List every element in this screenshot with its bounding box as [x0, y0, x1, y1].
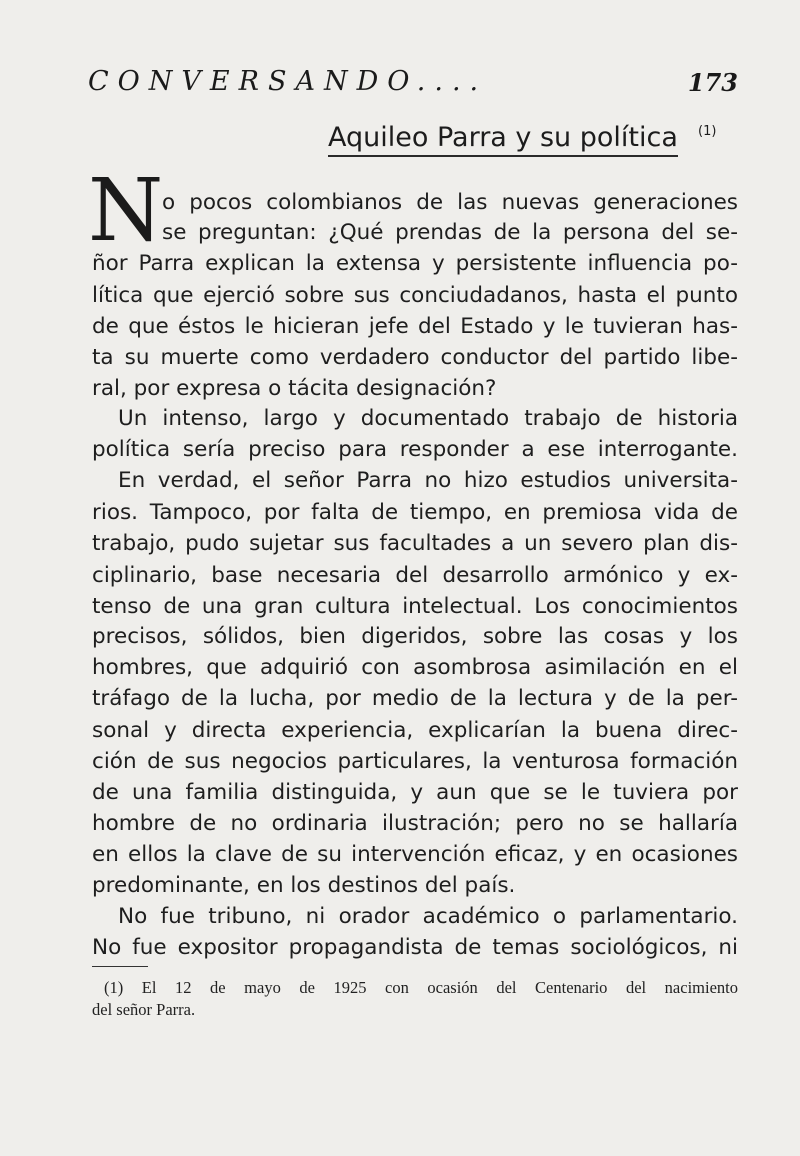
chapter-title: Aquileo Parra y su política [328, 122, 678, 157]
text-line: lítica que ejerció sobre sus conciudadanos, hasta el punto [92, 283, 738, 308]
running-head [88, 66, 738, 102]
text-line: No fue expositor propagandista de temas sociológicos, ni [92, 935, 738, 960]
footnote-line: (1) El 12 de mayo de 1925 con ocasión del Centenario del nacimiento [104, 978, 738, 997]
footnote-reference: (1) [698, 124, 717, 139]
text-line: precisos, sólidos, bien digeridos, sobre las cosas y los [92, 624, 738, 649]
text-line: predominante, en los destinos del país. [92, 873, 516, 898]
text-line: ñor Parra explican la extensa y persistente influencia po- [92, 251, 738, 276]
text-line: de una familia distinguida, y aun que se le tuviera por [92, 780, 738, 805]
text-line: de que éstos le hicieran jefe del Estado y le tuvieran has- [92, 314, 738, 339]
page-number: 173 [687, 68, 738, 97]
text-line: en ellos la clave de su intervención eficaz, y en ocasiones [92, 842, 738, 867]
text-line: No fue tribuno, ni orador académico o parlamentario. [118, 904, 738, 929]
footnote-line: del señor Parra. [92, 1000, 196, 1019]
text-line: se preguntan: ¿Qué prendas de la persona del se- [162, 220, 738, 245]
text-line: hombre de no ordinaria ilustración; pero no se hallaría [92, 811, 738, 836]
text-line: o pocos colombianos de las nuevas generaciones [162, 190, 738, 215]
text-line: ta su muerte como verdadero conductor del partido libe- [92, 345, 738, 370]
text-line: Un intenso, largo y documentado trabajo de historia [118, 406, 738, 431]
text-line: tráfago de la lucha, por medio de la lectura y de la per- [92, 686, 738, 711]
text-line: ción de sus negocios particulares, la venturosa formación [92, 749, 738, 774]
text-line: ciplinario, base necesaria del desarrollo armónico y ex- [92, 563, 738, 588]
drop-cap: N [88, 161, 164, 261]
text-line: En verdad, el señor Parra no hizo estudios universita- [118, 468, 738, 493]
text-line: política sería preciso para responder a ese interrogante. [92, 437, 738, 462]
text-line: tenso de una gran cultura intelectual. Los conocimientos [92, 594, 738, 619]
text-line: sonal y directa experiencia, explicarían la buena direc- [92, 718, 738, 743]
book-title: CONVERSANDO.... [88, 66, 488, 97]
text-line: hombres, que adquirió con asombrosa asimilación en el [92, 655, 738, 680]
text-line: ral, por expresa o tácita designación? [92, 376, 497, 401]
text-line: rios. Tampoco, por falta de tiempo, en premiosa vida de [92, 500, 738, 525]
footnote-rule [92, 966, 148, 967]
text-line: trabajo, pudo sujetar sus facultades a un severo plan dis- [92, 531, 738, 556]
